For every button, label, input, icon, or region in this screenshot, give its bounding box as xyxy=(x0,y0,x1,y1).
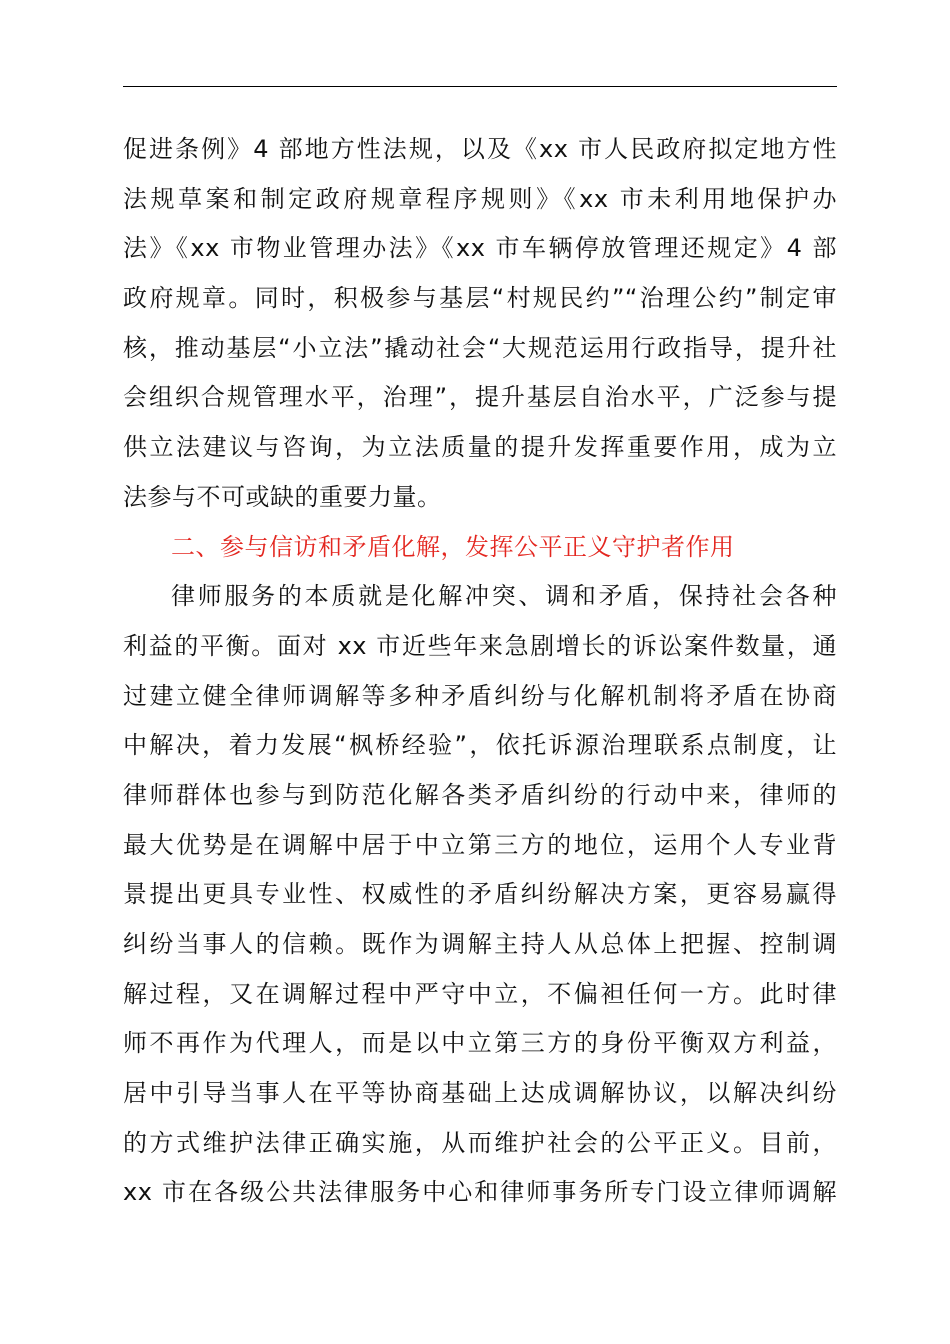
text-line: 师不再作为代理人，而是以中立第三方的身份平衡双方利益， xyxy=(123,1029,837,1058)
text-line: 促进条例》4 部地方性法规，以及《xx 市人民政府拟定地方性 xyxy=(123,135,837,163)
text-line: 供立法建议与咨询，为立法质量的提升发挥重要作用，成为立 xyxy=(123,433,837,462)
text-line: 景提出更具专业性、权威性的矛盾纠纷解决方案，更容易赢得 xyxy=(123,880,837,909)
paragraph xyxy=(123,125,837,523)
text-line: 政府规章。同时，积极参与基层“村规民约”“治理公约”制定审 xyxy=(123,284,837,313)
text-line: 居中引导当事人在平等协商基础上达成调解协议，以解决纠纷 xyxy=(123,1079,837,1108)
text-line: 解过程，又在调解过程中严守中立，不偏袒任何一方。此时律 xyxy=(123,979,837,1008)
text-line: 法规草案和制定政府规章程序规则》《xx 市未利用地保护办 xyxy=(123,184,837,213)
text-line: 纠纷当事人的信赖。既作为调解主持人从总体上把握、控制调 xyxy=(123,930,837,958)
text-line: 利益的平衡。面对 xx 市近些年来急剧增长的诉讼案件数量，通 xyxy=(123,631,837,660)
text-line: 最大优势是在调解中居于中立第三方的地位，运用个人专业背 xyxy=(123,830,837,859)
section-heading: 二、参与信访和矛盾化解，发挥公平正义守护者作用 xyxy=(171,532,735,561)
header-rule xyxy=(123,86,837,87)
text-line: 律师群体也参与到防范化解各类矛盾纠纷的行动中来，律师的 xyxy=(123,780,837,809)
text-line: 核，推动基层“小立法”撬动社会“大规范运用行政指导，提升社 xyxy=(123,333,837,362)
text-line: xx 市在各级公共法律服务中心和律师事务所专门设立律师调解 xyxy=(123,1178,837,1207)
paragraph xyxy=(123,572,837,1218)
text-line: 法》《xx 市物业管理办法》《xx 市车辆停放管理还规定》4 部 xyxy=(123,234,837,263)
text-line: 律师服务的本质就是化解冲突、调和矛盾，保持社会各种 xyxy=(171,582,837,611)
text-line: 会组织合规管理水平，治理”，提升基层自治水平，广泛参与提 xyxy=(123,383,837,412)
document-body xyxy=(123,125,837,1218)
text-line: 法参与不可或缺的重要力量。 xyxy=(123,482,442,511)
text-line: 的方式维护法律正确实施，从而维护社会的公平正义。目前， xyxy=(123,1128,837,1157)
text-line: 中解决，着力发展“枫桥经验”，依托诉源治理联系点制度，让 xyxy=(123,731,837,760)
text-line: 过建立健全律师调解等多种矛盾纠纷与化解机制将矛盾在协商 xyxy=(123,681,837,710)
